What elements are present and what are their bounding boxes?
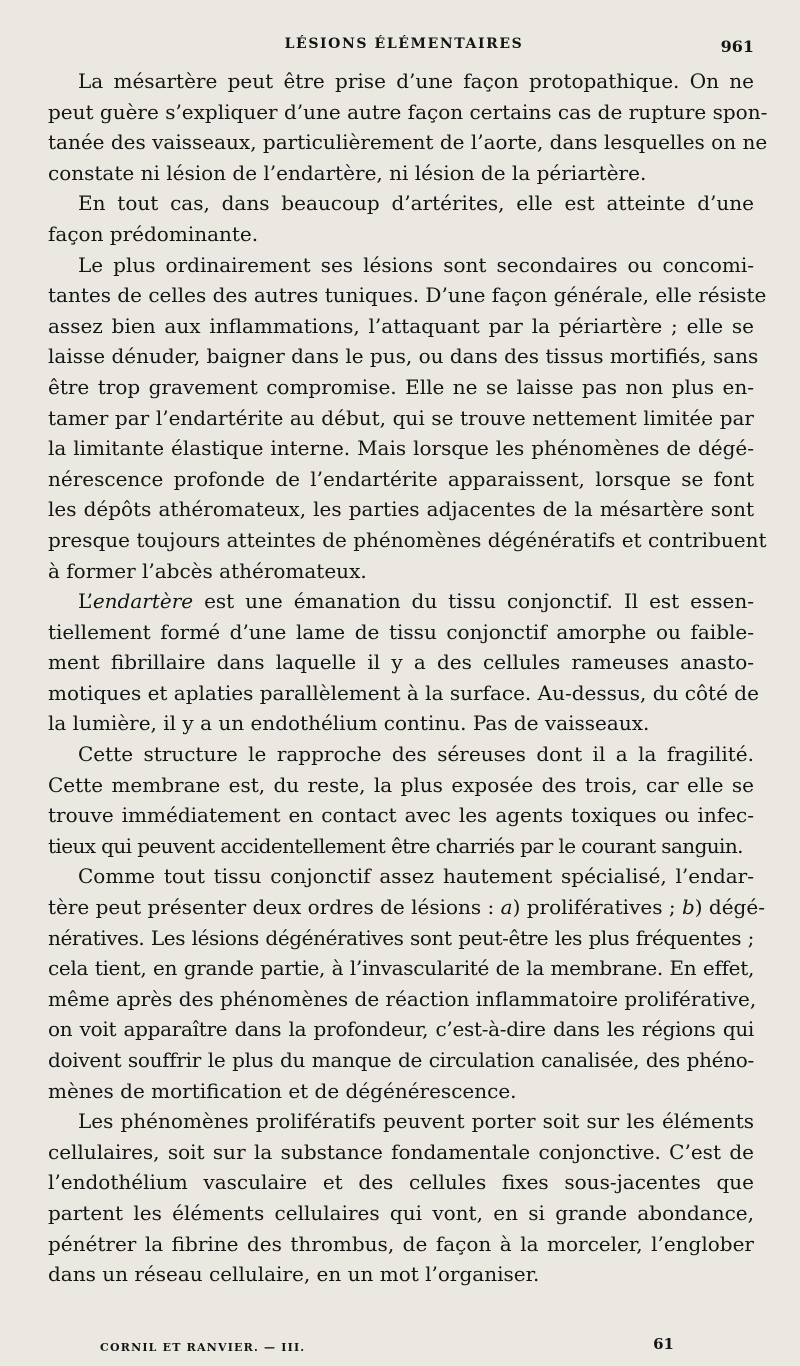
text-fragment: L’: [78, 589, 93, 614]
text-fragment: ) prolifératives ;: [512, 895, 682, 920]
text-line: assez bien aux inflammations, l’attaquant par la périartère ; elle se: [48, 313, 754, 338]
text-line: constate ni lésion de l’endartère, ni lésion de la périartère.: [48, 160, 647, 185]
text-line: [48, 586, 754, 617]
text-line: nératives. Les lésions dégénératives sont peut-être les plus fréquentes ;: [48, 925, 754, 950]
text-line: on voit apparaître dans la profondeur, c’est-à-dire dans les régions qui: [48, 1017, 754, 1042]
text-line: dans un réseau cellulaire, en un mot l’organiser.: [48, 1262, 540, 1287]
text-line: presque toujours atteintes de phénomènes dégénératifs et contribuent: [48, 527, 767, 552]
text-line: l’endothélium vasculaire et des cellules fixes sous-jacentes que: [48, 1170, 754, 1195]
text-line: trouve immédiatement en contact avec les agents toxiques ou infec-: [48, 803, 754, 828]
text-line: la lumière, il y a un endothélium continu. Pas de vaisseaux.: [48, 711, 650, 736]
text-line: nérescence profonde de l’endartérite apparaissent, lorsque se font: [48, 466, 754, 491]
text-line: tiellement formé d’une lame de tissu conjonctif amorphe ou faible-: [48, 619, 754, 644]
text-line: Le plus ordinairement ses lésions sont secondaires ou concomi-: [78, 252, 754, 277]
text-line: tamer par l’endartérite au début, qui se trouve nettement limitée par: [48, 405, 754, 430]
text-line: cela tient, en grande partie, à l’invascularité de la membrane. En effet,: [48, 956, 754, 981]
paragraph-1: [48, 66, 768, 188]
list-marker-b: b: [681, 895, 695, 920]
paragraph-6: [48, 861, 765, 1106]
text-line: être trop gravement compromise. Elle ne se laisse pas non plus en-: [48, 374, 754, 399]
text-line: tantes de celles des autres tuniques. D’une façon générale, elle résiste: [48, 283, 767, 308]
italic-term: endartère: [92, 589, 194, 614]
text-line: cellulaires, soit sur la substance fondamentale conjonctive. C’est de: [48, 1139, 754, 1164]
paragraph-4: [48, 586, 759, 739]
text-line: peut guère s’expliquer d’une autre façon certains cas de rupture spon-: [48, 99, 768, 124]
sheet-number: 61: [653, 1335, 674, 1353]
text-line: doivent souffrir le plus du manque de circulation canalisée, des phéno-: [48, 1048, 754, 1072]
paragraph-7: [48, 1106, 754, 1290]
text-line: à former l’abcès athéromateux.: [48, 558, 367, 583]
page-footer: [100, 1335, 692, 1357]
text-fragment: ) dégé-: [694, 895, 765, 920]
text-line: même après des phénomènes de réaction inflammatoire proliférative,: [48, 986, 757, 1011]
text-line: Les phénomènes prolifératifs peuvent porter soit sur les éléments: [78, 1109, 754, 1134]
text-line: pénétrer la fibrine des thrombus, de façon à la morceler, l’englober: [48, 1231, 754, 1256]
text-line: Comme tout tissu conjonctif assez hautement spécialisé, l’endar-: [78, 864, 754, 889]
text-line: les dépôts athéromateux, les parties adjacentes de la mésartère sont: [48, 497, 754, 522]
text-line: Cette membrane est, du reste, la plus exposée des trois, car elle se: [48, 772, 754, 797]
list-marker-a: a: [500, 895, 513, 920]
text-line: motiques et aplaties parallèlement à la surface. Au-dessus, du côté de: [48, 680, 759, 705]
text-line: ment fibrillaire dans laquelle il y a des cellules rameuses anasto-: [48, 650, 754, 675]
paragraph-5: [48, 739, 754, 861]
text-line: mènes de mortification et de dégénérescence.: [48, 1078, 517, 1103]
text-line: Cette structure le rapproche des séreuses dont il a la fragilité.: [78, 742, 754, 767]
text-line: [48, 892, 765, 923]
page-number: 961: [720, 37, 754, 56]
running-title: LÉSIONS ÉLÉMENTAIRES: [284, 36, 524, 52]
text-line: La mésartère peut être prise d’une façon protopathique. On ne: [78, 69, 754, 93]
text-line: la limitante élastique interne. Mais lorsque les phénomènes de dégé-: [48, 436, 754, 461]
running-head: [48, 36, 760, 60]
text-line: façon prédominante.: [48, 221, 259, 246]
text-line: tanée des vaisseaux, particulièrement de l’aorte, dans lesquelles on ne: [48, 130, 768, 155]
text-line: partent les éléments cellulaires qui vont, en si grande abondance,: [48, 1200, 754, 1225]
text-line: En tout cas, dans beaucoup d’artérites, elle est atteinte d’une: [78, 191, 754, 216]
body-text: [48, 66, 768, 1290]
paragraph-2: [48, 188, 754, 249]
text-line: laisse dénuder, baigner dans le pus, ou dans des tissus mortifiés, sans: [48, 344, 759, 369]
text-fragment: tère peut présenter deux ordres de lésions :: [48, 895, 501, 920]
printer-signature: CORNIL ET RANVIER. — III.: [100, 1341, 306, 1354]
text-line: tieux qui peuvent accidentellement être charriés par le courant sanguin.: [48, 833, 743, 858]
text-fragment: est une émanation du tissu conjonctif. Il est essen-: [193, 589, 754, 614]
paragraph-3: [48, 250, 767, 587]
